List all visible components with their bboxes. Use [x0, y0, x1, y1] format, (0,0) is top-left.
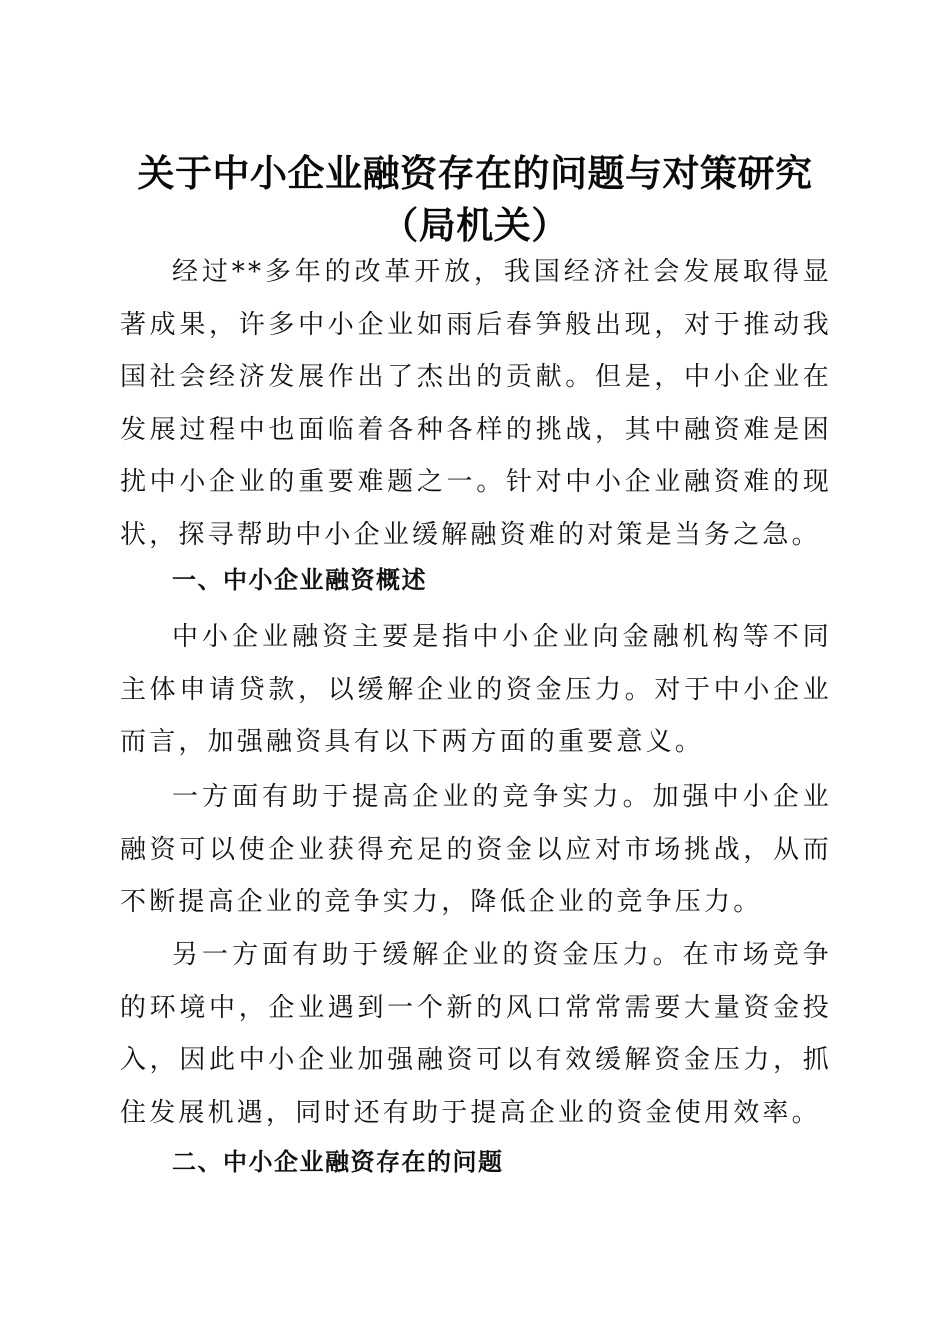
competitiveness-paragraph: 一方面有助于提高企业的竞争实力。加强中小企业融资可以使企业获得充足的资金以应对市场挑战，从而不断提高企业的竞争实力，降低企业的竞争压力。 [120, 782, 832, 917]
intro-paragraph: 经过**多年的改革开放，我国经济社会发展取得显著成果，许多中小企业如雨后春笋般出现，对于推动我国社会经济发展作出了杰出的贡献。但是，中小企业在发展过程中也面临着各种各样的挑战，其中融资难是困扰中小企业的重要难题之一。针对中小企业融资难的现状，探寻帮助中小企业缓解融资难的对策是当务之急。 [120, 257, 832, 550]
document-title: 关于中小企业融资存在的问题与对策研究（局机关） [137, 150, 813, 247]
section-heading-2: 二、中小企业融资存在的问题 [172, 1148, 504, 1176]
overview-paragraph: 中小企业融资主要是指中小企业向金融机构等不同主体申请贷款，以缓解企业的资金压力。对于中小企业而言，加强融资具有以下两方面的重要意义。 [120, 622, 832, 757]
section-heading-1: 一、中小企业融资概述 [172, 566, 427, 594]
funding-pressure-paragraph: 另一方面有助于缓解企业的资金压力。在市场竞争的环境中，企业遇到一个新的风口常常需要大量资金投入，因此中小企业加强融资可以有效缓解资金压力，抓住发展机遇，同时还有助于提高企业的资金使用效率。 [120, 940, 832, 1128]
